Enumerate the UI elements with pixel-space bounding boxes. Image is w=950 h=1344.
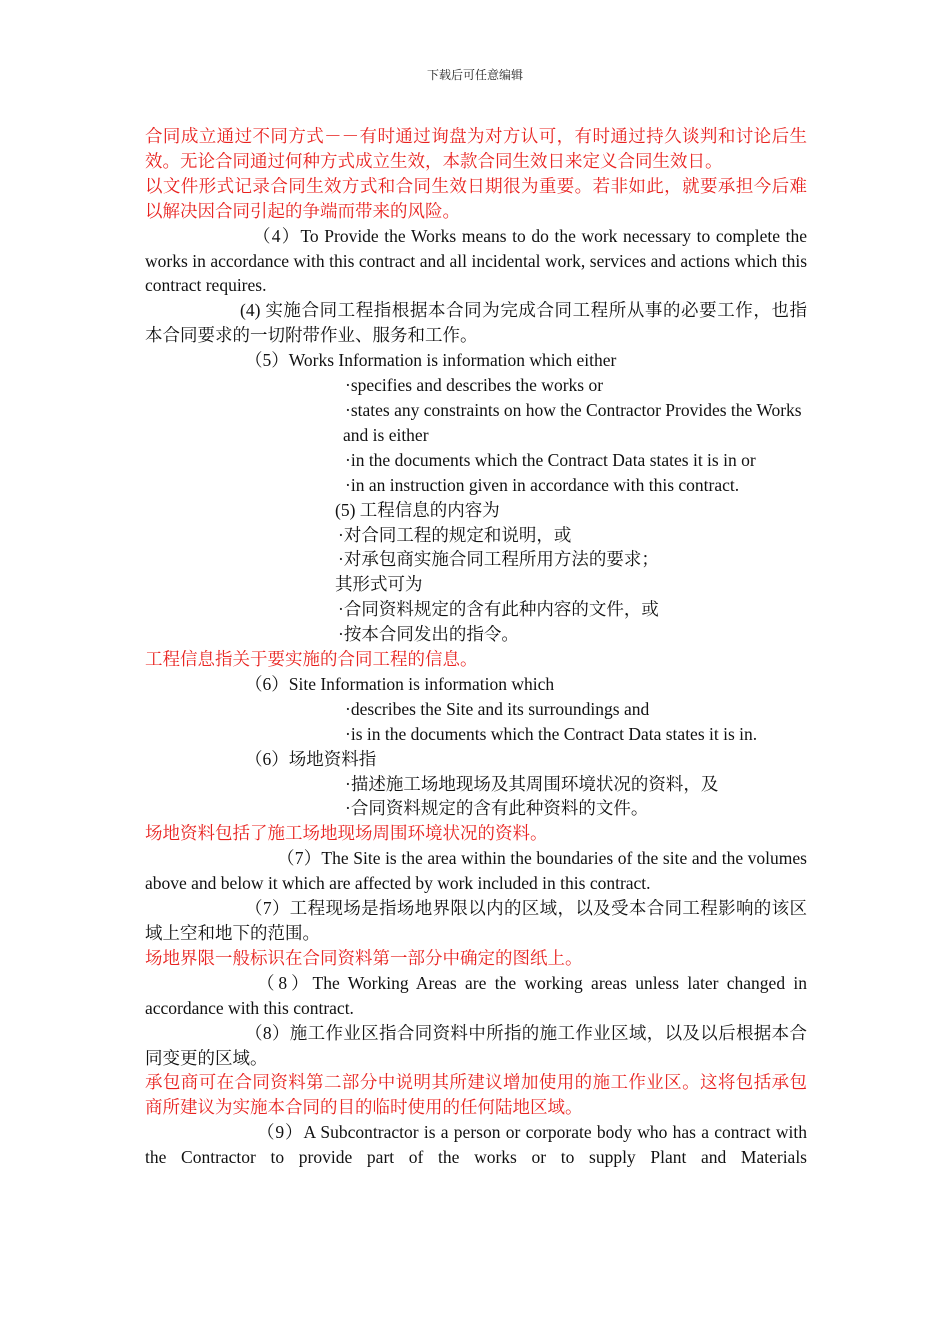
document-body (145, 124, 807, 1170)
page-header: 下载后可任意编辑 (426, 68, 523, 82)
clause-5-zh-bullet: ·按本合同发出的指令。 (338, 624, 519, 645)
clause-6-en-heading: （6）Site Information is information which (245, 673, 555, 694)
clause-5-en-heading: （5）Works Information is information which either (245, 350, 617, 371)
clause-5-zh-bullet: ·合同资料规定的含有此种内容的文件，或 (338, 599, 659, 620)
clause-6-en-bullet: ·describes the Site and its surroundings and (345, 698, 650, 719)
note-paragraph: 工程信息指关于要实施的合同工程的信息。 (145, 649, 478, 670)
clause-5-en-bullet: ·states any constraints on how the Contractor Provides the Works (345, 399, 802, 420)
clause-7-zh: （7）工程现场是指场地界限以内的区域，以及受本合同工程影响的该区域上空和地下的范围。 (145, 898, 807, 943)
clause-8-zh: （8）施工作业区指合同资料中所指的施工作业区域，以及以后根据本合同变更的区域。 (145, 1022, 807, 1068)
note-paragraph: 承包商可在合同资料第二部分中说明其所建议增加使用的施工作业区。这将包括承包商所建议为实施本合同的目的临时使用的任何陆地区域。 (145, 1072, 807, 1118)
clause-5-en-bullet: ·specifies and describes the works or (345, 375, 604, 396)
clause-5-zh-heading: (5) 工程信息的内容为 (335, 499, 500, 520)
note-paragraph: 以文件形式记录合同生效方式和合同生效日期很为重要。若非如此，就要承担今后难以解决因合同引起的争端而带来的风险。 (145, 175, 807, 221)
clause-4-en: （4）To Provide the Works means to do the work necessary to complete the works in accordance with this contract and all incidental work, services and actions which this contract requires. (145, 225, 807, 296)
clause-5-zh-bullet: ·对合同工程的规定和说明，或 (338, 524, 572, 545)
note-paragraph: 合同成立通过不同方式－－有时通过询盘为对方认可，有时通过持久谈判和讨论后生效。无论合同通过何种方式成立生效，本款合同生效日来定义合同生效日。 (145, 126, 807, 171)
clause-6-en-bullet: ·is in the documents which the Contract Data states it is in. (345, 723, 758, 744)
clause-6-zh-heading: （6）场地资料指 (245, 748, 377, 769)
clause-7-en: （7）The Site is the area within the boundaries of the site and the volumes above and below it which are affected by work included in this contract. (145, 848, 807, 894)
note-paragraph: 场地界限一般标识在合同资料第一部分中确定的图纸上。 (145, 947, 583, 968)
clause-5-en-bullet: ·in the documents which the Contract Data states it is in or (345, 449, 756, 470)
clause-5-zh-text: 其形式可为 (335, 574, 423, 595)
note-paragraph: 场地资料包括了施工场地现场周围环境状况的资料。 (145, 823, 548, 844)
clause-9-en: （9）A Subcontractor is a person or corporate body who has a contract with the Contractor to provide part of the works or to supply Plant and Materials (145, 1122, 807, 1168)
clause-4-zh: (4) 实施合同工程指根据本合同为完成合同工程所从事的必要工作，也指本合同要求的一切附带作业、服务和工作。 (145, 300, 807, 346)
clause-5-en-text: and is either (343, 424, 429, 445)
clause-6-zh-bullet: ·描述施工场地现场及其周围环境状况的资料，及 (345, 773, 719, 794)
clause-8-en: （8）The Working Areas are the working areas unless later changed in accordance with this contract. (145, 972, 807, 1018)
clause-5-en-bullet: ·in an instruction given in accordance with this contract. (345, 474, 740, 495)
clause-6-zh-bullet: ·合同资料规定的含有此种资料的文件。 (345, 798, 649, 819)
clause-5-zh-bullet: ·对承包商实施合同工程所用方法的要求； (338, 549, 659, 570)
